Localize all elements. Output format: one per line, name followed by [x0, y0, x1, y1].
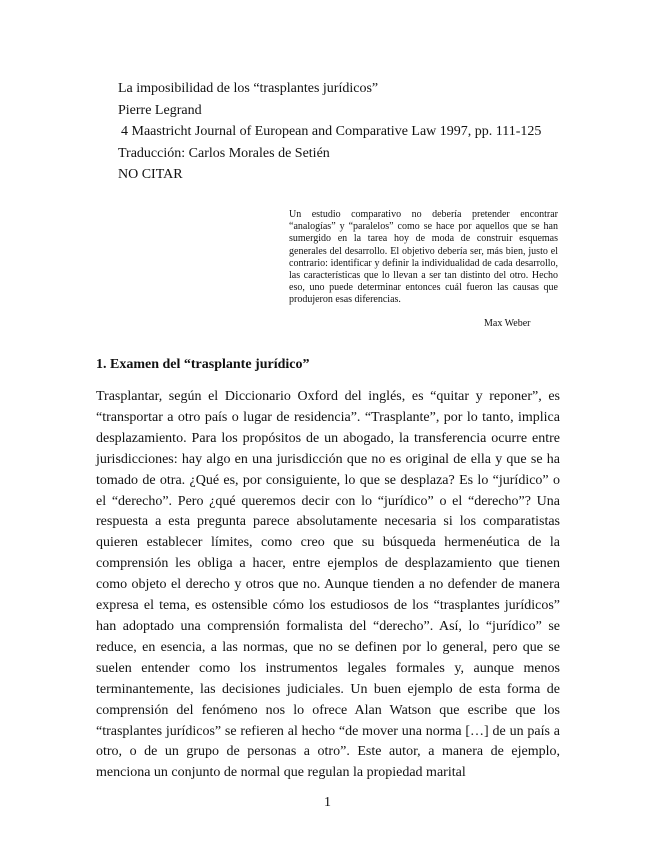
- page-number: 1: [324, 795, 331, 810]
- document-title: La imposibilidad de los “trasplantes jurídicos”: [118, 81, 379, 96]
- document-translation-credit: Traducción: Carlos Morales de Setién: [118, 145, 330, 161]
- document-author: Pierre Legrand: [118, 102, 202, 118]
- do-not-cite-notice: NO CITAR: [118, 167, 183, 182]
- document-header: [118, 78, 541, 186]
- body-paragraph: Trasplantar, según el Diccionario Oxford del inglés, es “quitar y reponer”, es “transportar a otro país o lugar de residencia”. “Trasplante”, por lo tanto, implica desplazamiento. Para los propósitos de un abogado, la transferencia ocurre entre jurisdicciones: hay algo en una jurisdicción que no es original de ella y que se ha tomado de otra. ¿Qué es, por consiguiente, lo que se desplaza? Es lo “jurídico” o el “derecho”. Pero ¿qué queremos decir con lo “jurídico” o el “derecho”? Una respuesta a esta pregunta parece absolutamente necesaria si los comparatistas quieren establecer límites, como creo que su búsqueda hermenéutica de la comprensión les obliga a hacer, entre ejemplos de desplazamiento que tienen como objeto el derecho y otros que no. Aunque tienden a no defender de manera expresa el tema, es ostensible cómo los estudiosos de los “trasplantes jurídicos” han adoptado una comprensión formalista del “derecho”. Así, lo “jurídico” se reduce, en esencia, a las normas, que no se definen por lo general, pero que se suelen entender como los instrumentos legales formales y, aunque menos terminantemente, las decisiones judiciales. Un buen ejemplo de esta forma de comprensión del fenómeno nos lo ofrece Alan Watson que escribe que los “trasplantes jurídicos” se refieren al hecho “de mover una norma […] de un país a otro, o de un grupo de personas a otro”. Este autor, a manera de ejemplo, menciona un conjunto de normal que regulan la propiedad marital: [96, 389, 560, 781]
- section-heading: 1. Examen del “trasplante jurídico”: [96, 357, 310, 372]
- epigraph-author: Max Weber: [484, 318, 531, 329]
- epigraph-quote: Un estudio comparativo no debería pretender encontrar “analogías” y “paralelos” como se hace por aquellos que se han sumergido en la tarea hoy de moda de construir esquemas generales del desarrollo. El objetivo debería ser, más bien, justo el contrario: identificar y definir la individualidad de cada desarrollo, las características que lo llevan a ser tan distinto del otro. Hecho eso, uno puede determinar entonces cuál fueron las causas que produjeron esas diferencias.: [289, 209, 558, 306]
- document-citation: 4 Maastricht Journal of European and Comparative Law 1997, pp. 111-125: [121, 124, 542, 139]
